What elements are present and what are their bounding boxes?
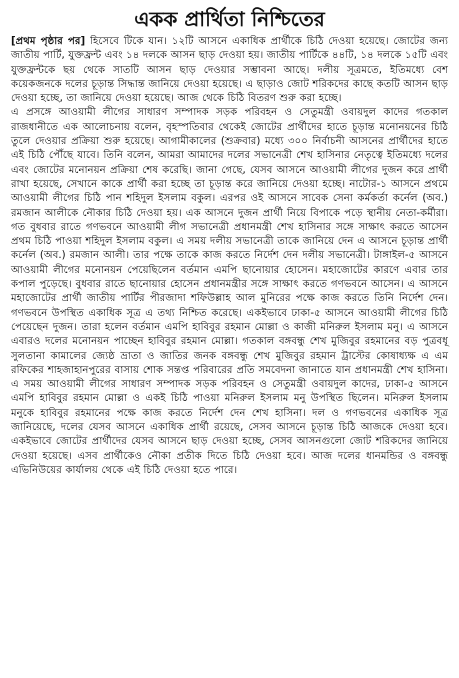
article-body — [11, 35, 448, 478]
continued-from-front-page-label: [প্রথম পৃষ্ঠার পর] — [11, 36, 86, 47]
headline: একক প্রার্থিতা নিশ্চিতের — [134, 7, 325, 31]
article-paragraph-2: এ প্রসঙ্গে আওয়ামী লীগের সাধারণ সম্পাদক সড়ক পরিবহন ও সেতুমন্ত্রী ওবায়দুল কাদের গতকাল রাজধানীতে এক আলোচনায় বলেন, বৃহস্পতিবার থেকেই জোটের প্রার্থীদের হাতে চূড়ান্ত মনোনয়নের চিঠি তুলে দেওয়ার প্রক্রিয়া শুরু হয়েছে। আগামীকালের (শুক্রবার) মধ্যে ৩০০ নির্বাচনী আসনের প্রার্থীদের হাতে এই চিঠি পৌঁছে যাবে। তিনি বলেন, আমরা আমাদের দলের সভানেত্রী শেখ হাসিনার নেতৃত্বে ইতিমধ্যে দলের এবং জোটের মনোনয়ন প্রক্রিয়া শেষ করেছি। জানা গেছে, যেসব আসনে আওয়ামী লীগের দুজন করে প্রার্থী রাখা হয়েছে, সেখানে কাকে প্রার্থী করা হচ্ছে তা চূড়ান্ত করে জানিয়ে দেওয়া হচ্ছে। নাটোর-১ আসনে প্রথমে আওয়ামী লীগের চিঠি পান শহিদুল ইসলাম বকুল। এরপর ওই আসনে সাবেক সেনা কর্মকর্তা কর্নেল (অব.) রমজান আলীকে নৌকার চিঠি দেওয়া হয়। এক আসনে দুজন প্রার্থী নিয়ে বিপাকে পড়ে স্থানীয় নেতা-কর্মীরা। গত বুধবার রাতে গণভবনে আওয়ামী লীগ সভানেত্রী প্রধানমন্ত্রী শেখ হাসিনার সঙ্গে সাক্ষাৎ করতে আসেন প্রথম চিঠি পাওয়া শহিদুল ইসলাম বকুল। এ সময় দলীয় সভানেত্রী তাকে জানিয়ে দেন এ আসনে চূড়ান্ত প্রার্থী কর্নেল (অব.) রমজান আলী। তার পক্ষে তাকে কাজ করতে নির্দেশ দেন দলীয় সভানেত্রী। টাঙ্গাইল-৫ আসনে আওয়ামী লীগের মনোনয়ন পেয়েছিলেন বর্তমান এমপি ছানোয়ার হোসেন। মহাজোটের কারণে এবার তার কপাল পুড়েছে। বুধবার রাতে ছানোয়ার হোসেন প্রধানমন্ত্রীর সঙ্গে সাক্ষাৎ করতে গণভবনে আসেন। এ আসনে মহাজোটের প্রার্থী জাতীয় পার্টির পীরজাদা শফিউল্লাহ আল মুনিরের পক্ষে কাজ করতে তিনি নির্দেশ দেন। গণভবনে উপস্থিত একাধিক সূত্র এ তথ্য নিশ্চিত করেছে। একইভাবে ঢাকা-৫ আসনে আওয়ামী লীগের চিঠি পেয়েছেন দুজন। তারা হলেন বর্তমান এমপি হাবিবুর রহমান মোল্লা ও কাজী মনিরুল ইসলাম মনু। এ আসনে এবারও দলের মনোনয়ন পাচ্ছেন হাবিবুর রহমান মোল্লা। গতকাল বঙ্গবন্ধু শেখ মুজিবুর রহমানের বড় পুত্রবধূ সুলতানা কামালের জ্যেষ্ঠ ভ্রাতা ও জাতির জনক বঙ্গবন্ধু শেখ মুজিবুর রহমান ট্রাস্টের কোষাধ্যক্ষ এ এম রফিকের শাহজাহানপুরের বাসায় শোক সন্তপ্ত পরিবারের প্রতি সমবেদনা জানাতে যান প্রধানমন্ত্রী শেখ হাসিনা। এ সময় আওয়ামী লীগের সাধারণ সম্পাদক সড়ক পরিবহন ও সেতুমন্ত্রী ওবায়দুল কাদের, ঢাকা-৫ আসনে এমপি হাবিবুর রহমান মোল্লা ও একই চিঠি পাওয়া মনিরুল ইসলাম মনু উপস্থিত ছিলেন। মনিরুল ইসলাম মনুকে হাবিবুর রহমানের পক্ষে কাজ করতে নির্দেশ দেন শেখ হাসিনা। দল ও গণভবনের একাধিক সূত্র জানিয়েছে, দলের যেসব আসনে একাধিক প্রার্থী রয়েছে, সেসব আসনে চূড়ান্ত চিঠি আজকে দেওয়া হবে। একইভাবে জোটের প্রার্থীদের যেসব আসনে ছাড় দেওয়া হচ্ছে, সেসব আসনগুলো জোট শরিকদের জানিয়ে দেওয়া হয়েছে। এসব প্রার্থীকেও নৌকা প্রতীক দিতে চিঠি দেওয়া হবে। আজ দলের ধানমন্ডির ও বঙ্গবন্ধু এভিনিউয়ের কার্যালয় থেকে এই চিঠি দেওয়া হতে পারে। — [11, 107, 448, 476]
article-paragraph-1 — [11, 35, 448, 106]
paragraph-text: হিসেবে টিকে যান। ১২টি আসনে একাধিক প্রার্থীকে চিঠি দেওয়া হয়েছে। জোটের জন্য জাতীয় পার্টি, যুক্তফ্রন্ট এবং ১৪ দলকে আসন ছাড় দেওয়া হয়। জাতীয় পার্টিকে ৪৪টি, ১৪ দলকে ১৫টি এবং যুক্তফ্রন্টকে ছয় থেকে সাতটি আসন ছাড় দেওয়ার সম্ভাবনা আছে। দলীয় সূত্রমতে, ইতিমধ্যে বেশ কয়েকজনকে দলের চূড়ান্ত সিদ্ধান্ত জানিয়ে দেওয়া হয়েছে। এ ছাড়াও জোট শরিকদের কাছে কতটি আসন ছাড় দেওয়া হচ্ছে, তা জানিয়ে দেওয়া হয়েছে। আজ থেকে চিঠি বিতরণ শুরু করা হচ্ছে। — [11, 36, 448, 105]
